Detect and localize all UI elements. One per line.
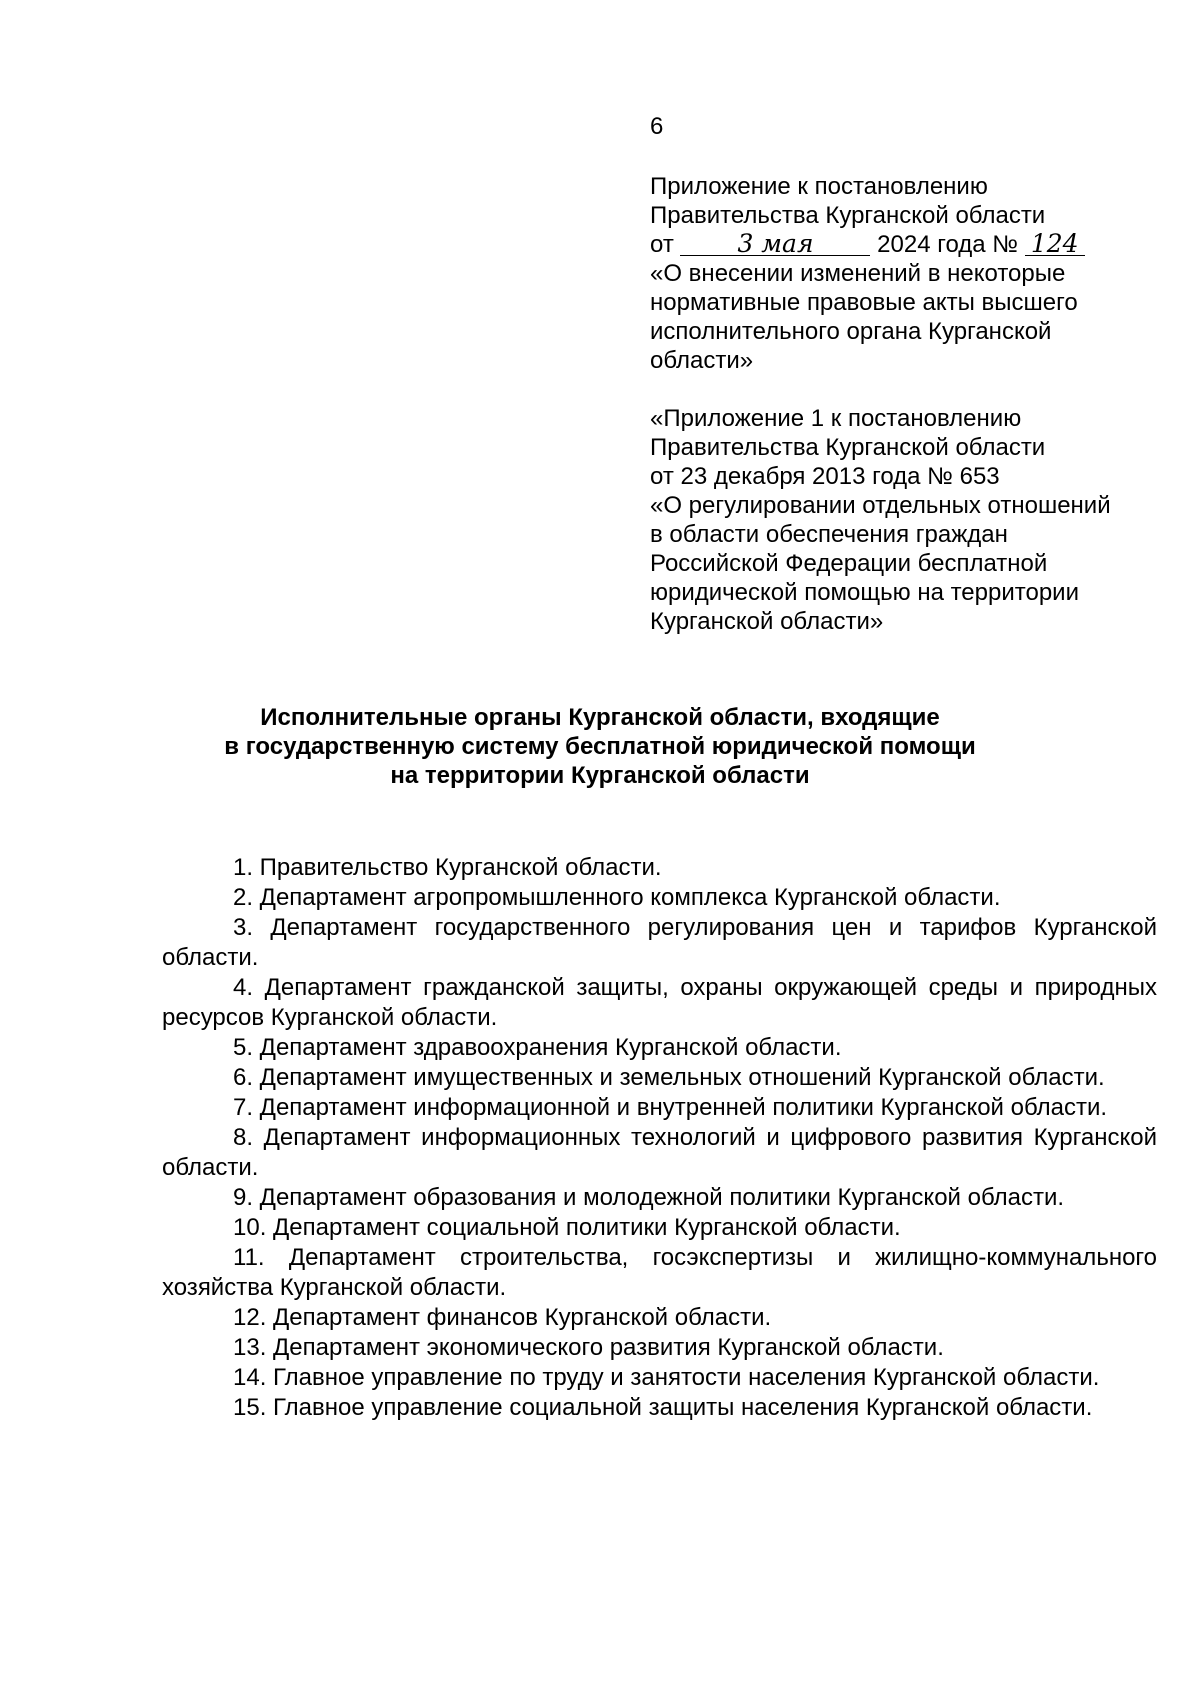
handwritten-number: 124 xyxy=(1025,233,1085,256)
title-line: на территории Курганской области xyxy=(390,762,810,789)
list-item: 11. Департамент строительства, госэкспертизы и жилищно-коммунального хозяйства Курганской области. xyxy=(162,1244,1157,1301)
list-item: 5. Департамент здравоохранения Курганской области. xyxy=(233,1034,842,1061)
appendix-header xyxy=(650,172,1170,636)
appendix-subject-line: нормативные правовые акты высшего xyxy=(650,289,1078,316)
list-item: 13. Департамент экономического развития Курганской области. xyxy=(233,1334,944,1361)
list-item: 1. Правительство Курганской области. xyxy=(233,854,662,881)
list-item: 15. Главное управление социальной защиты населения Курганской области. xyxy=(233,1394,1093,1421)
list-item: 14. Главное управление по труду и занятости населения Курганской области. xyxy=(233,1364,1100,1391)
original-appendix-line: «Приложение 1 к постановлению xyxy=(650,405,1022,432)
original-appendix-line: Российской Федерации бесплатной xyxy=(650,550,1048,577)
appendix-line: Правительства Курганской области xyxy=(650,202,1046,229)
list-item: 8. Департамент информационных технологий и цифрового развития Курганской области. xyxy=(162,1124,1157,1181)
handwritten-date: 3 мая xyxy=(680,233,870,256)
list-item: 4. Департамент гражданской защиты, охраны окружающей среды и природных ресурсов Курганской области. xyxy=(162,974,1157,1031)
document-title xyxy=(0,703,1200,790)
list-item: 10. Департамент социальной политики Курганской области. xyxy=(233,1214,901,1241)
list-item: 9. Департамент образования и молодежной политики Курганской области. xyxy=(233,1184,1065,1211)
appendix-subject-line: «О внесении изменений в некоторые xyxy=(650,260,1066,287)
list-item: 6. Департамент имущественных и земельных отношений Курганской области. xyxy=(233,1064,1105,1091)
title-line: Исполнительные органы Курганской области, входящие xyxy=(260,704,940,731)
appendix-subject-line: исполнительного органа Курганской xyxy=(650,318,1052,345)
list-item: 12. Департамент финансов Курганской области. xyxy=(233,1304,772,1331)
appendix-subject-line: области» xyxy=(650,347,754,374)
list-item: 2. Департамент агропромышленного комплекса Курганской области. xyxy=(233,884,1001,911)
original-appendix-line: «О регулировании отдельных отношений xyxy=(650,492,1111,519)
original-appendix-line: юридической помощью на территории xyxy=(650,579,1079,606)
list-item: 7. Департамент информационной и внутренней политики Курганской области. xyxy=(233,1094,1108,1121)
original-appendix-line: в области обеспечения граждан xyxy=(650,521,1008,548)
date-prefix: от xyxy=(650,231,674,258)
executive-bodies-list xyxy=(162,853,1157,1423)
appendix-line: Приложение к постановлению xyxy=(650,173,988,200)
list-item: 3. Департамент государственного регулирования цен и тарифов Курганской области. xyxy=(162,914,1157,971)
original-appendix-line: Курганской области» xyxy=(650,608,884,635)
appendix-date-line xyxy=(650,230,1170,259)
title-line: в государственную систему бесплатной юридической помощи xyxy=(224,733,976,760)
original-appendix-line: Правительства Курганской области xyxy=(650,434,1046,461)
original-appendix-line: от 23 декабря 2013 года № 653 xyxy=(650,463,1000,490)
date-suffix: 2024 года № xyxy=(877,231,1019,258)
page-number: 6 xyxy=(650,113,664,140)
